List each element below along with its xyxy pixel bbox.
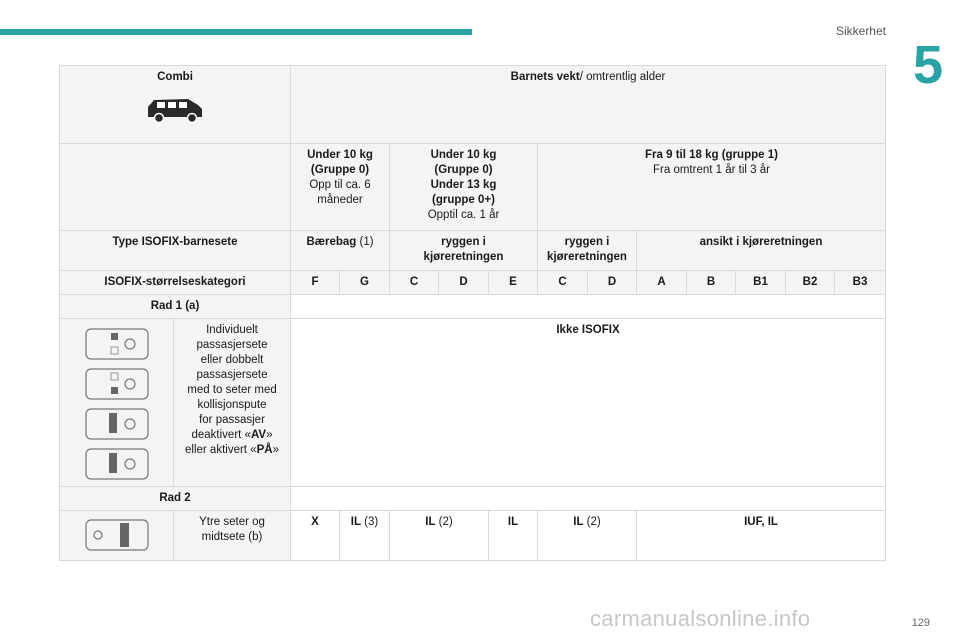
type-forward-facing: ansikt i kjøreretningen bbox=[637, 231, 886, 271]
section-title: Sikkerhet bbox=[835, 24, 886, 38]
size-cell: F bbox=[291, 271, 340, 295]
row2-value-forward: IUF, IL bbox=[637, 511, 886, 561]
group-0-plus: Under 10 kg (Gruppe 0) Under 13 kg (gruppe 0+) Opptil ca. 1 år bbox=[390, 144, 538, 231]
row2-value-e: IL bbox=[489, 511, 538, 561]
type-rear-facing-2: ryggen i kjøreretningen bbox=[538, 231, 637, 271]
size-cell: G bbox=[340, 271, 390, 295]
size-cell: C bbox=[390, 271, 439, 295]
row2-label-filler bbox=[291, 487, 886, 511]
group-0: Under 10 kg (Gruppe 0) Opp til ca. 6 måneder bbox=[291, 144, 390, 231]
row1-value: Ikke ISOFIX bbox=[291, 319, 886, 487]
row2-value-f: X bbox=[291, 511, 340, 561]
row1-seat-text: Individuelt passasjersete eller dobbelt passasjersete med to seter med kollisjonspute for passasjer deaktivert «AV» eller aktivert «PÅ» bbox=[174, 319, 291, 487]
size-cell: E bbox=[489, 271, 538, 295]
row1-seat-diagram bbox=[60, 319, 174, 487]
type-rear-facing-1: ryggen i kjøreretningen bbox=[390, 231, 538, 271]
page-number: 129 bbox=[911, 617, 930, 629]
size-cell: B bbox=[687, 271, 736, 295]
row1-label-filler bbox=[291, 295, 886, 319]
vehicle-name: Combi bbox=[157, 71, 193, 83]
isofix-table bbox=[59, 65, 886, 561]
size-cell: D bbox=[588, 271, 637, 295]
size-cell: A bbox=[637, 271, 687, 295]
row2-value-cd: IL (2) bbox=[390, 511, 489, 561]
size-cell: C bbox=[538, 271, 588, 295]
group-1: Fra 9 til 18 kg (gruppe 1) Fra omtrent 1 år til 3 år bbox=[538, 144, 886, 231]
groups-empty-cell bbox=[60, 144, 291, 231]
vehicle-cell bbox=[60, 66, 291, 144]
section-color-bar bbox=[0, 29, 472, 35]
row2-seat-text: Ytre seter og midtsete (b) bbox=[174, 511, 291, 561]
seat-layout-icon bbox=[80, 325, 154, 481]
car-side-icon bbox=[144, 95, 206, 125]
row1-label: Rad 1 (a) bbox=[60, 295, 291, 319]
seat-layout-icon bbox=[80, 517, 154, 553]
size-label: ISOFIX-størrelseskategori bbox=[60, 271, 291, 295]
row2-seat-diagram bbox=[60, 511, 174, 561]
size-cell: D bbox=[439, 271, 489, 295]
weight-header: Barnets vekt/ omtrentlig alder bbox=[291, 66, 886, 144]
size-cell: B2 bbox=[786, 271, 835, 295]
type-carrycot: Bærebag (1) bbox=[291, 231, 390, 271]
row2-label: Rad 2 bbox=[60, 487, 291, 511]
type-label: Type ISOFIX-barnesete bbox=[60, 231, 291, 271]
row2-value-cd2: IL (2) bbox=[538, 511, 637, 561]
row2-value-g: IL (3) bbox=[340, 511, 390, 561]
chapter-number: 5 bbox=[896, 36, 960, 94]
watermark: carmanualsonline.info bbox=[590, 606, 811, 631]
size-cell: B1 bbox=[736, 271, 786, 295]
size-cell: B3 bbox=[835, 271, 886, 295]
